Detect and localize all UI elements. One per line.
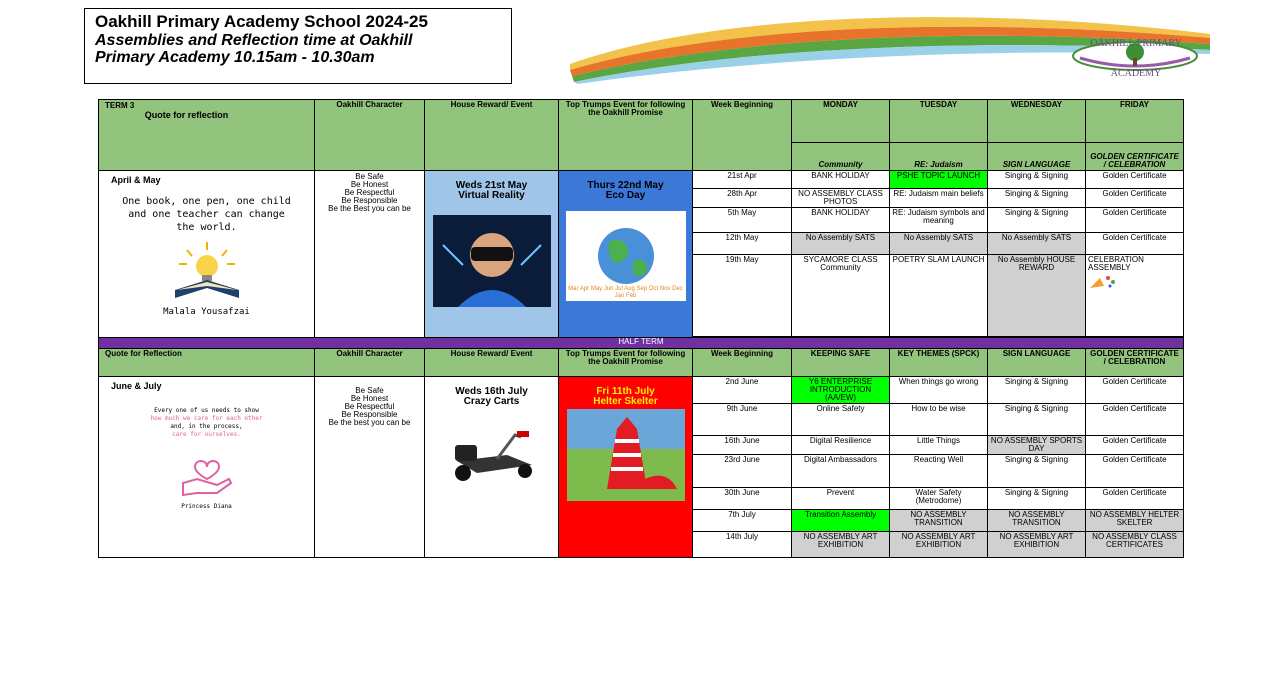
term3-tue-5: POETRY SLAM LAUNCH (890, 255, 988, 337)
term4-fri-2: Golden Certificate (1086, 404, 1184, 436)
helter-skelter-image (567, 409, 685, 501)
term4-mon-1: Y6 ENTERPRISE INTRODUCTION (AA/EW) (792, 377, 890, 404)
term4-mon-6: Transition Assembly (792, 510, 890, 532)
term4-top-trumps-name: Helter Skelter (593, 396, 658, 407)
school-logo (1060, 28, 1210, 84)
term4-col-character: Oakhill Character (315, 349, 425, 377)
character-item: Be the Best you can be (328, 204, 411, 213)
term4-col-monday: KEEPING SAFE (792, 349, 890, 377)
document-subtitle-line1: Assemblies and Reflection time at Oakhill (95, 32, 413, 49)
term3-col-wednesday: WEDNESDAY (988, 100, 1086, 143)
logo-text-top: OAKHILL PRIMARY (1090, 38, 1182, 49)
term4-col-house: House Reward/ Event (425, 349, 559, 377)
term4-tue-1: When things go wrong (890, 377, 988, 404)
term3-quote-text: One book, one pen, one child and one teacher can change the world. (122, 196, 291, 233)
crazy-cart-image (437, 425, 547, 485)
term3-house-event-date: Weds 21st May (455, 180, 528, 191)
character-item: Be Honest (350, 394, 389, 403)
term3-quote-cell (99, 171, 315, 338)
term3-wed-3: Singing & Signing (988, 208, 1086, 233)
globe-months-label: Mar Apr May Jun Jul Aug Sep Oct Nov Dec Jan Feb (568, 286, 683, 299)
term3-sub-wednesday: SIGN LANGUAGE (988, 143, 1086, 171)
term3-col-tuesday: TUESDAY (890, 100, 988, 143)
term4-quote-author: Princess Diana (181, 503, 232, 510)
title-box (84, 8, 512, 84)
document-subtitle-line2: Primary Academy 10.15am - 10.30am (95, 49, 375, 66)
term4-col-wednesday: SIGN LANGUAGE (988, 349, 1086, 377)
term3-fri-3: Golden Certificate (1086, 208, 1184, 233)
term3-mon-3: BANK HOLIDAY (792, 208, 890, 233)
term4-tue-3: Little Things (890, 436, 988, 455)
term4-top-trumps-date: Fri 11th July (596, 386, 655, 397)
term3-label: TERM 3 (105, 101, 135, 110)
term4-mon-3: Digital Resilience (792, 436, 890, 455)
term4-top-trumps-cell (559, 377, 693, 558)
term3-sub-friday: GOLDEN CERTIFICATE / CELEBRATION (1086, 143, 1184, 171)
term3-col-character: Oakhill Character (315, 100, 425, 171)
term4-fri-7: NO ASSEMBLY CLASS CERTIFICATES (1086, 532, 1184, 558)
term4-fri-5: Golden Certificate (1086, 488, 1184, 510)
term4-wed-7: NO ASSEMBLY ART EXHIBITION (988, 532, 1086, 558)
term3-week-3: 5th May (693, 208, 792, 233)
term3-house-event-name: Virtual Reality (458, 190, 525, 201)
term3-col-top-trumps: Top Trumps Event for following the Oakhill Promise (559, 100, 693, 171)
term4-wed-3: NO ASSEMBLY SPORTS DAY (988, 436, 1086, 455)
character-item: Be Honest (350, 180, 389, 189)
term4-house-cell (425, 377, 559, 558)
character-item: Be Respectful (344, 402, 395, 411)
term3-week-5: 19th May (693, 255, 792, 337)
term4-col-friday: GOLDEN CERTIFICATE / CELEBRATION (1086, 349, 1184, 377)
term3-mon-4: No Assembly SATS (792, 233, 890, 255)
term3-week-4: 12th May (693, 233, 792, 255)
virtual-reality-image (433, 215, 551, 307)
term4-week-5: 30th June (693, 488, 792, 510)
term4-house-event-date: Weds 16th July (455, 386, 528, 397)
term3-top-trumps-name: Eco Day (605, 190, 646, 201)
term3-top-trumps-date: Thurs 22nd May (587, 180, 664, 191)
term4-wed-4: Singing & Signing (988, 455, 1086, 488)
term4-quote-line1: Every one of us needs to show (154, 407, 259, 414)
term4-mon-5: Prevent (792, 488, 890, 510)
term4-quote-line4: care for ourselves. (172, 431, 241, 438)
character-item: Be Safe (355, 172, 384, 181)
term4-quote-label: Quote for Reflection (99, 349, 315, 377)
character-item: Be the best you can be (328, 418, 411, 427)
term4-tue-6: NO ASSEMBLY TRANSITION (890, 510, 988, 532)
term4-tue-7: NO ASSEMBLY ART EXHIBITION (890, 532, 988, 558)
lightbulb-book-icon (157, 240, 257, 300)
term4-wed-1: Singing & Signing (988, 377, 1086, 404)
term3-sub-monday: Community (792, 143, 890, 171)
term3-wed-2: Singing & Signing (988, 189, 1086, 208)
party-popper-icon (1088, 274, 1118, 290)
term4-col-top-trumps: Top Trumps Event for following the Oakhill Promise (559, 349, 693, 377)
term4-fri-1: Golden Certificate (1086, 377, 1184, 404)
term4-week-4: 23rd June (693, 455, 792, 488)
term3-mon-5: SYCAMORE CLASS Community (792, 255, 890, 337)
term4-quote-line2: how much we care for each other (150, 415, 263, 422)
term3-week-1: 21st Apr (693, 171, 792, 189)
term4-wed-5: Singing & Signing (988, 488, 1086, 510)
term3-col-monday: MONDAY (792, 100, 890, 143)
term4-wed-6: NO ASSEMBLY TRANSITION (988, 510, 1086, 532)
term3-col-friday: FRIDAY (1086, 100, 1184, 143)
heart-hand-icon (177, 449, 237, 499)
term4-mon-4: Digital Ambassadors (792, 455, 890, 488)
half-term-banner: HALF TERM (99, 338, 1184, 349)
eco-day-image (566, 211, 686, 301)
term4-week-7: 14th July (693, 532, 792, 558)
term4-mon-7: NO ASSEMBLY ART EXHIBITION (792, 532, 890, 558)
term4-fri-4: Golden Certificate (1086, 455, 1184, 488)
term4-mon-2: Online Safety (792, 404, 890, 436)
term3-quote-label: Quote for reflection (144, 110, 229, 120)
term3-period: April & May (111, 175, 161, 185)
term4-week-3: 16th June (693, 436, 792, 455)
term3-quote-author: Malala Yousafzai (163, 307, 250, 317)
term3-sub-tuesday: RE: Judaism (890, 143, 988, 171)
term3-top-trumps-cell (559, 171, 693, 338)
term4-week-1: 2nd June (693, 377, 792, 404)
term3-wed-4: No Assembly SATS (988, 233, 1086, 255)
term3-fri-2: Golden Certificate (1086, 189, 1184, 208)
term3-mon-2: NO ASSEMBLY CLASS PHOTOS (792, 189, 890, 208)
term4-fri-6: NO ASSEMBLY HELTER SKELTER (1086, 510, 1184, 532)
term3-week-2: 28th Apr (693, 189, 792, 208)
term3-house-cell (425, 171, 559, 338)
character-item: Be Responsible (341, 410, 398, 419)
term3-mon-1: BANK HOLIDAY (792, 171, 890, 189)
term3-fri-4: Golden Certificate (1086, 233, 1184, 255)
term4-quote-line3: and, in the process, (170, 423, 243, 430)
character-item: Be Safe (355, 386, 384, 395)
term3-fri-5 (1086, 255, 1184, 337)
term4-tue-5: Water Safety (Metrodome) (890, 488, 988, 510)
term3-col-week: Week Beginning (693, 100, 792, 171)
term3-tue-2: RE: Judaism main beliefs (890, 189, 988, 208)
term4-quote-cell (99, 377, 315, 558)
term3-tue-1: PSHE TOPIC LAUNCH (890, 171, 988, 189)
term4-period: June & July (111, 381, 162, 391)
character-item: Be Responsible (341, 196, 398, 205)
term4-fri-3: Golden Certificate (1086, 436, 1184, 455)
term3-tue-4: No Assembly SATS (890, 233, 988, 255)
term3-tue-3: RE: Judaism symbols and meaning (890, 208, 988, 233)
term4-character-cell (315, 377, 425, 558)
term4-col-week: Week Beginning (693, 349, 792, 377)
document-title: Oakhill Primary Academy School 2024-25 (95, 12, 428, 31)
term4-house-event-name: Crazy Carts (463, 396, 520, 407)
assembly-schedule-table (98, 99, 1184, 558)
term3-wed-1: Singing & Signing (988, 171, 1086, 189)
term4-week-2: 9th June (693, 404, 792, 436)
term4-tue-4: Reacting Well (890, 455, 988, 488)
term3-fri-1: Golden Certificate (1086, 171, 1184, 189)
term3-wed-5: No Assembly HOUSE REWARD (988, 255, 1086, 337)
logo-text-bottom: ACADEMY (1110, 68, 1162, 79)
term3-col-house: House Reward/ Event (425, 100, 559, 171)
term4-col-tuesday: KEY THEMES (SPCK) (890, 349, 988, 377)
term4-tue-2: How to be wise (890, 404, 988, 436)
celebration-label: CELEBRATION ASSEMBLY (1088, 255, 1144, 272)
term4-week-6: 7th July (693, 510, 792, 532)
term4-wed-2: Singing & Signing (988, 404, 1086, 436)
character-item: Be Respectful (344, 188, 395, 197)
term3-character-cell (315, 171, 425, 338)
term3-label-cell (99, 100, 315, 171)
